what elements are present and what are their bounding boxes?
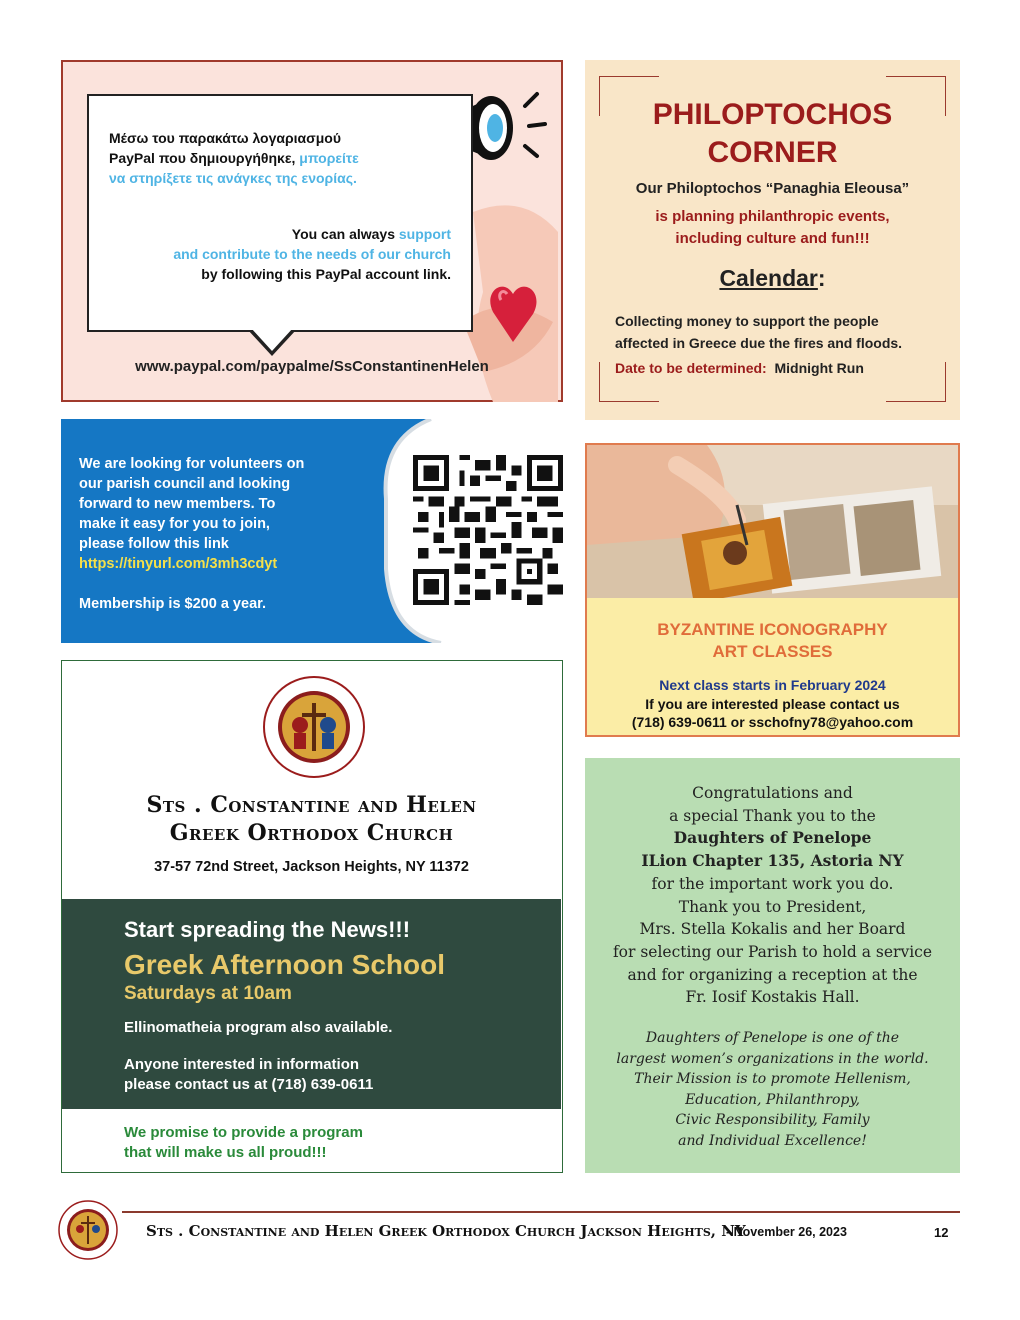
- philoptochos-events: [585, 206, 960, 250]
- volunteer-link[interactable]: https://tinyurl.com/3mh3cdyt: [79, 556, 278, 572]
- english-line: [91, 224, 451, 244]
- paypal-english-text: [91, 224, 451, 284]
- volunteer-line: make it easy for you to join,: [79, 516, 270, 532]
- item-line: affected in Greece due the fires and floods.: [615, 335, 903, 351]
- penelope-section: [585, 758, 960, 1173]
- footer-seal-logo: [58, 1200, 118, 1260]
- mission-line: Their Mission is to promote Hellenism,: [634, 1071, 911, 1087]
- promise-line: We promise to provide a program: [124, 1124, 363, 1141]
- title-line: PHILOPTOCHOS: [652, 98, 893, 131]
- iconography-title: [587, 619, 958, 663]
- footer-date: - November 26, 2023: [726, 1225, 847, 1239]
- events-line: including culture and fun!!!: [675, 230, 870, 247]
- volunteers-section: [61, 419, 563, 643]
- speech-bubble: [87, 94, 473, 332]
- promise-line: that will make us all proud!!!: [124, 1144, 327, 1161]
- qr-code-icon[interactable]: [413, 455, 563, 605]
- next-class: Next class starts in February 2024: [659, 677, 886, 693]
- church-school-section: [61, 660, 563, 1173]
- page-number: 12: [934, 1225, 949, 1240]
- thanks-line: for selecting our Parish to hold a service: [612, 942, 933, 961]
- philoptochos-title: [585, 96, 960, 172]
- thanks-line: Congratulations and: [692, 784, 853, 802]
- thanks-line: and for organizing a reception at the: [627, 965, 918, 984]
- church-address: 37-57 72nd Street, Jackson Heights, NY 11372: [154, 859, 469, 875]
- volunteer-line: We are looking for volunteers on: [79, 456, 305, 472]
- english-line: by following this PayPal account link.: [201, 266, 451, 282]
- title-line: ART CLASSES: [712, 642, 833, 661]
- organization-name: Daughters of Penelope: [673, 828, 872, 848]
- philoptochos-subtitle: Our Philoptochos “Panaghia Eleousa”: [635, 180, 910, 197]
- paypal-section: [61, 60, 563, 402]
- greek-line: Μέσω του παρακάτω λογαριασμού: [109, 130, 342, 146]
- icon-painting-photo: [587, 445, 958, 598]
- contact-line: If you are interested please contact us: [645, 696, 900, 712]
- greek-text-span: PayPal που δημιουργήθηκε,: [109, 150, 300, 166]
- mission-line: Education, Philanthropy,: [685, 1091, 860, 1108]
- calendar-item: [615, 310, 945, 354]
- school-title: Greek Afternoon School: [124, 949, 446, 980]
- bubble-tail-fill: [251, 328, 293, 351]
- iconography-section: [585, 443, 960, 737]
- greek-line: [109, 148, 449, 168]
- calendar-date: [615, 360, 945, 376]
- contact-line[interactable]: (718) 639-0611 or sschofny78@yahoo.com: [631, 714, 914, 730]
- school-schedule: Saturdays at 10am: [124, 983, 292, 1004]
- church-name: [62, 791, 561, 847]
- footer-church-name: Sts . Constantine and Helen Greek Orthodox Church Jackson Heights, NY: [146, 1222, 746, 1240]
- title-line: CORNER: [707, 136, 838, 169]
- mission-line: Daughters of Penelope is one of the: [645, 1030, 900, 1046]
- penelope-thanks: [585, 782, 960, 1009]
- item-line: Collecting money to support the people: [615, 313, 879, 329]
- events-line: is planning philanthropic events,: [655, 208, 890, 225]
- thanks-line: a special Thank you to the: [669, 806, 876, 825]
- thanks-line: for the important work you do.: [651, 874, 894, 893]
- volunteer-line: our parish council and looking: [79, 476, 291, 492]
- school-headline: Start spreading the News!!!: [124, 917, 411, 942]
- date-label: Date to be determined:: [615, 360, 767, 376]
- school-promise: [124, 1123, 444, 1163]
- greek-highlight: μπορείτε: [299, 150, 359, 166]
- info-line: Anyone interested in information: [124, 1056, 360, 1073]
- church-name-line: Sts . Constantine and Helen: [146, 792, 477, 818]
- paypal-greek-text: [109, 128, 449, 188]
- school-info: [124, 1055, 444, 1095]
- church-name-line: Greek Orthodox Church: [169, 820, 454, 846]
- spacer: [79, 574, 364, 594]
- thanks-line: Mrs. Stella Kokalis and her Board: [639, 920, 906, 939]
- chapter-name: ILion Chapter 135, Astoria NY: [641, 851, 904, 871]
- iconography-contact: [587, 695, 958, 731]
- school-program: Ellinomatheia program also available.: [124, 1019, 393, 1036]
- thanks-line: Thank you to President,: [678, 897, 867, 916]
- date-event: Midnight Run: [774, 360, 864, 376]
- volunteer-line: please follow this link: [79, 536, 229, 552]
- greek-line: να στηρίξετε τις ανάγκες της ενορίας.: [109, 170, 357, 186]
- calendar-colon: :: [817, 265, 826, 291]
- thanks-line: Fr. Iosif Kostakis Hall.: [685, 988, 860, 1007]
- church-seal-logo: [262, 675, 366, 779]
- mission-line: and Individual Excellence!: [678, 1132, 867, 1149]
- volunteer-text: [79, 454, 364, 614]
- calendar-label: Calendar: [719, 265, 818, 291]
- english-line: and contribute to the needs of our church: [173, 246, 451, 262]
- english-highlight: support: [398, 226, 451, 242]
- title-line: BYZANTINE ICONOGRAPHY: [657, 620, 888, 639]
- mission-line: Civic Responsibility, Family: [675, 1112, 870, 1128]
- calendar-heading: [585, 265, 960, 292]
- philoptochos-section: [585, 60, 960, 420]
- footer-divider: [122, 1211, 960, 1213]
- mission-line: largest women’s organizations in the world.: [616, 1050, 929, 1067]
- info-line: please contact us at (718) 639-0611: [124, 1076, 374, 1093]
- volunteer-line: forward to new members. To: [79, 496, 276, 512]
- membership-fee: Membership is $200 a year.: [79, 596, 266, 612]
- english-text-span: You can always: [291, 226, 399, 242]
- penelope-mission: [585, 1028, 960, 1151]
- paypal-link[interactable]: www.paypal.com/paypalme/SsConstantinenHelen: [135, 358, 489, 375]
